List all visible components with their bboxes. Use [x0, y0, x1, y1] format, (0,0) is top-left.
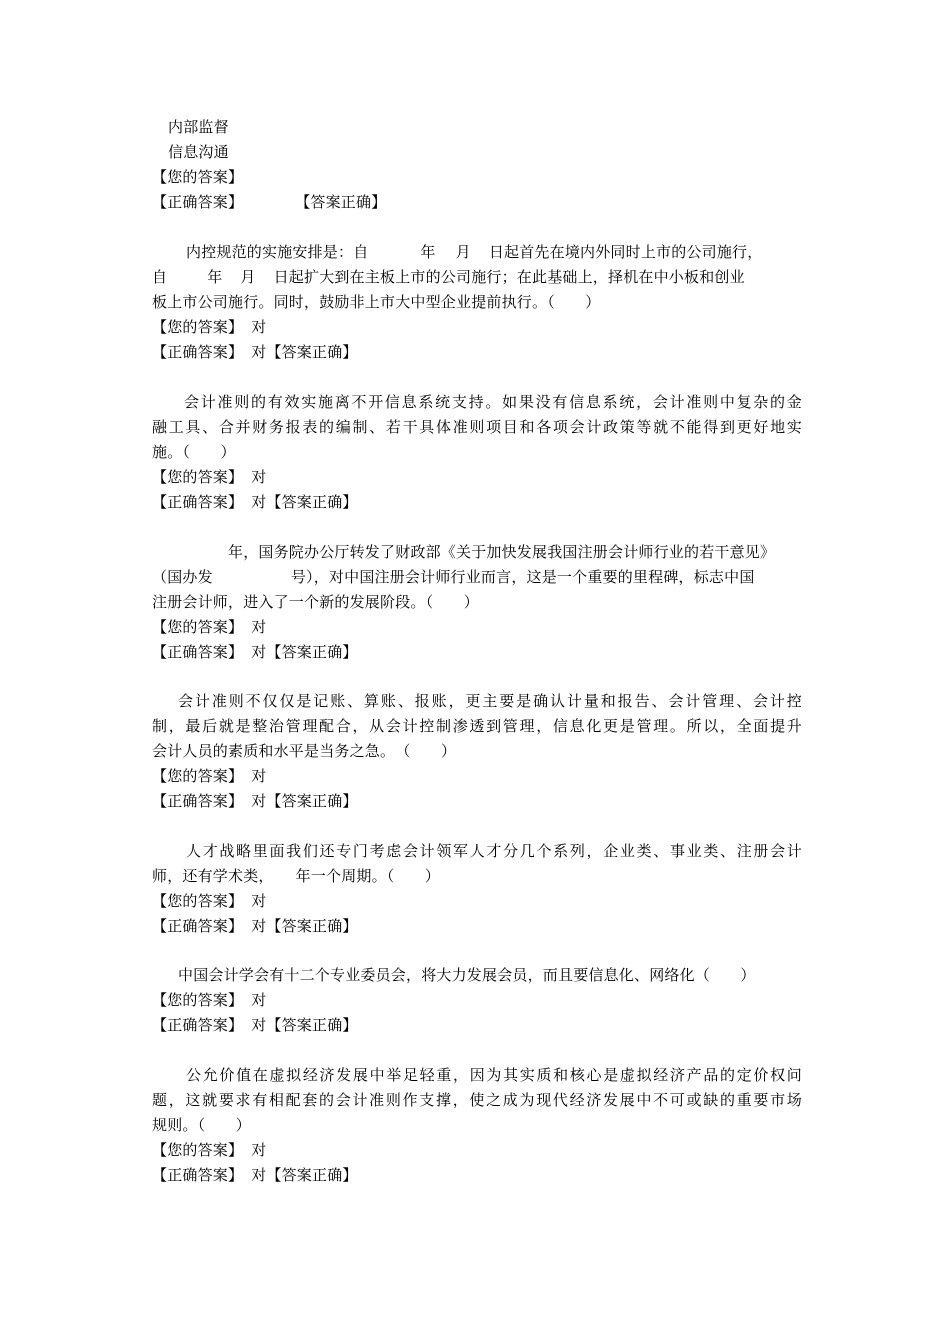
q4-your-answer: 【您的答案】 对: [152, 767, 267, 785]
q3-correct-answer-value: 对: [251, 643, 267, 661]
correct-answer-row: [152, 191, 802, 213]
q2-your-answer: 【您的答案】 对: [152, 468, 267, 486]
q3-your-answer-value: 对: [251, 618, 267, 636]
q5-your-answer: 【您的答案】 对: [152, 892, 267, 910]
q1-your-answer: 【您的答案】 对: [152, 318, 267, 336]
q2-line-2: 融工具、合并财务报表的编制、若干具体准则项目和各项会计政策等就不能得到更好地实: [152, 418, 802, 436]
q5-correct-answer-value: 对: [251, 917, 267, 935]
q1-line-1: 内控规范的实施安排是：自 年 月 日起首先在境内外同时上市的公司施行，: [186, 243, 763, 261]
q3-line-3: 注册会计师，进入了一个新的发展阶段。（ ）: [152, 593, 479, 611]
q4-correct-answer: 【正确答案】 对【答案正确】: [152, 792, 358, 810]
q4-line-1: 会计准则不仅仅是记账、算账、报账，更主要是确认计量和报告、会计管理、会计控: [178, 692, 802, 710]
q1-line-3: 板上市公司施行。同时，鼓励非上市大中型企业提前执行。（ ）: [152, 293, 601, 311]
q7-your-answer: 【您的答案】 对: [152, 1141, 267, 1159]
answer-correct-label: 【答案正确】: [295, 193, 387, 211]
your-answer-label: 【您的答案】: [152, 168, 244, 186]
q3-line-1: 年，国务院办公厅转发了财政部《关于加快发展我国注册会计师行业的若干意见》: [228, 543, 776, 561]
q5-line-2: 师，还有学术类， 年一个周期。（ ）: [152, 867, 441, 885]
q4-line-2: 制，最后就是整治管理配合，从会计控制渗透到管理，信息化更是管理。所以，全面提升: [152, 717, 802, 735]
q7-correct-answer: 【正确答案】 对【答案正确】: [152, 1166, 358, 1184]
q4-line-3: 会计人员的素质和水平是当务之急。 （ ）: [152, 742, 457, 760]
q2-correct-answer: 【正确答案】 对【答案正确】: [152, 493, 358, 511]
q2-your-answer-value: 对: [251, 468, 267, 486]
q7-line-2: 题，这就要求有相配套的会计准则作支撑，使之成为现代经济发展中不可或缺的重要市场: [152, 1091, 802, 1109]
q4-your-answer-value: 对: [251, 767, 267, 785]
correct-answer-label: 【正确答案】: [152, 193, 244, 211]
q7-correct-answer-value: 对: [251, 1166, 267, 1184]
q5-your-answer-value: 对: [251, 892, 267, 910]
q3-your-answer: 【您的答案】 对: [152, 618, 267, 636]
q5-correct-answer: 【正确答案】 对【答案正确】: [152, 917, 358, 935]
q6-line-1: 中国会计学会有十二个专业委员会，将大力发展会员，而且要信息化、网络化（ ）: [178, 966, 756, 984]
option-info-communication: 信息沟通: [168, 143, 229, 161]
q7-line-1: 公允价值在虚拟经济发展中举足轻重，因为其实质和核心是虚拟经济产品的定价权问: [186, 1066, 802, 1084]
q2-correct-answer-value: 对: [251, 493, 267, 511]
q1-correct-answer: 【正确答案】 对【答案正确】: [152, 343, 358, 361]
q6-correct-answer: 【正确答案】 对【答案正确】: [152, 1016, 358, 1034]
q4-correct-answer-value: 对: [251, 792, 267, 810]
q2-line-3: 施。（ ）: [152, 443, 236, 461]
q6-your-answer-value: 对: [251, 991, 267, 1009]
q7-your-answer-value: 对: [251, 1141, 267, 1159]
q1-your-answer-value: 对: [251, 318, 267, 336]
q3-correct-answer: 【正确答案】 对【答案正确】: [152, 643, 358, 661]
q6-correct-answer-value: 对: [251, 1016, 267, 1034]
your-answer-row: [152, 166, 802, 188]
q1-line-2: 自 年 月 日起扩大到在主板上市的公司施行；在此基础上，择机在中小板和创业: [152, 268, 745, 286]
q3-line-2: （国办发 号），对中国注册会计师行业而言，这是一个重要的里程碑，标志中国: [152, 568, 755, 586]
q2-line-1: 会计准则的有效实施离不开信息系统支持。如果没有信息系统，会计准则中复杂的金: [184, 393, 802, 411]
option-internal-supervision: 内部监督: [168, 118, 229, 136]
q7-line-3: 规则。（ ）: [152, 1116, 251, 1134]
q1-correct-answer-value: 对: [251, 343, 267, 361]
q5-line-1: 人才战略里面我们还专门考虑会计领军人才分几个系列，企业类、事业类、注册会计: [186, 842, 802, 860]
q6-your-answer: 【您的答案】 对: [152, 991, 267, 1009]
